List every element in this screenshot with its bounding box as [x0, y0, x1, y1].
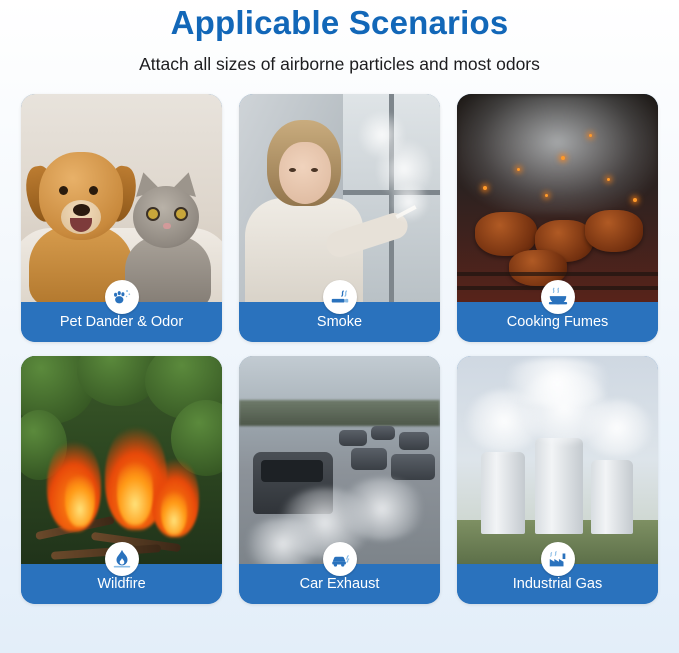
scenario-card-smoke[interactable] [239, 94, 440, 342]
pet-dander-photo [21, 94, 222, 302]
car-exhaust-icon [323, 542, 357, 576]
header [0, 0, 679, 76]
cooking-fumes-icon [541, 280, 575, 314]
scenario-card-car-exhaust[interactable] [239, 356, 440, 604]
smoke-photo [239, 94, 440, 302]
scenario-label: Industrial Gas [457, 564, 658, 604]
scenario-label: Pet Dander & Odor [21, 302, 222, 342]
wildfire-photo [21, 356, 222, 564]
car-exhaust-photo [239, 356, 440, 564]
scenario-grid [21, 94, 658, 604]
scenario-card-pet-dander[interactable] [21, 94, 222, 342]
scenario-label: Cooking Fumes [457, 302, 658, 342]
page-title: Applicable Scenarios [170, 4, 509, 41]
scenario-label: Car Exhaust [239, 564, 440, 604]
scenario-card-wildfire[interactable] [21, 356, 222, 604]
scenario-card-cooking-fumes[interactable] [457, 94, 658, 342]
cigarette-smoke-icon [323, 280, 357, 314]
cooking-fumes-photo [457, 94, 658, 302]
scenario-label: Smoke [239, 302, 440, 342]
pet-dander-icon [105, 280, 139, 314]
industrial-gas-photo [457, 356, 658, 564]
scenario-card-industrial-gas[interactable] [457, 356, 658, 604]
page-subtitle: Attach all sizes of airborne particles and most odors [139, 54, 540, 74]
scenario-label: Wildfire [21, 564, 222, 604]
industrial-gas-icon [541, 542, 575, 576]
wildfire-icon [105, 542, 139, 576]
